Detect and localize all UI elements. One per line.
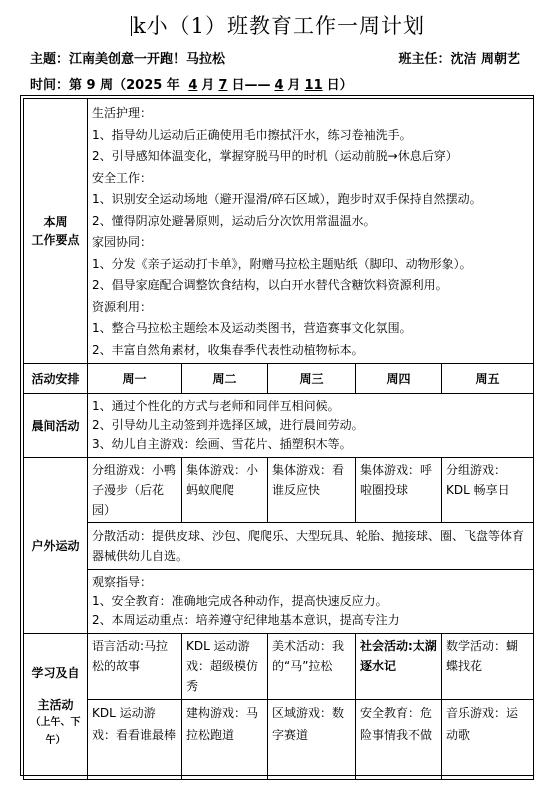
morning-label: 晨间活动 — [24, 394, 88, 458]
schedule-label: 活动安排 — [24, 364, 88, 394]
study-wed-1: 美术活动：我的“马”拉松 — [268, 634, 356, 700]
theme-row — [30, 48, 530, 67]
study-fri-2: 音乐游戏：运动歌 — [442, 700, 534, 780]
time-month-1: 月 — [201, 78, 215, 93]
study-label — [24, 634, 88, 780]
text-cursor — [131, 16, 132, 36]
key-point-line: 1、识别安全运动场地（避开湿滑/碎石区域），跑步时双手保持自然摆动。 — [92, 192, 482, 206]
key-point-line: 资源利用： — [92, 299, 153, 314]
teacher-label: 班主任：沈洁 周朝艺 — [398, 52, 520, 67]
key-points-label-line1: 本周 — [43, 215, 68, 229]
study-row-1 — [24, 634, 534, 700]
key-points-row — [24, 99, 534, 364]
study-label-sub: （上午、下午） — [30, 716, 81, 746]
day-header-wed: 周三 — [268, 364, 356, 394]
day-header-fri: 周五 — [442, 364, 534, 394]
time-row — [30, 74, 530, 93]
key-points-label-line2: 工作要点 — [31, 233, 80, 247]
morning-line: 2、引导幼儿主动签到并选择区域，进行晨间劳动。 — [92, 418, 364, 432]
key-point-line: 2、引导感知体温变化，掌握穿脱马甲的时机（运动前脱→休息后穿） — [92, 149, 458, 163]
outdoor-game-tue: 集体游戏：小蚂蚁爬爬 — [182, 458, 268, 523]
morning-line: 3、幼儿自主游戏：绘画、雪花片、插塑积木等。 — [92, 437, 352, 451]
study-fri-1: 数学活动：蝴蝶找花 — [442, 634, 534, 700]
key-point-line: 1、指导幼儿运动后正确使用毛巾擦拭汗水，练习卷袖洗手。 — [92, 127, 412, 142]
guidance-line: 2、本周运动重点：培养遵守纪律地基本意识，提高专注力 — [92, 613, 400, 627]
key-point-line: 安全工作： — [92, 170, 153, 185]
title-text: 小（1）班教育工作一周计划 — [146, 14, 426, 38]
key-point-line: 家园协同： — [92, 235, 153, 249]
theme-label: 主题：江南美创意一开跑！马拉松 — [30, 52, 226, 67]
key-point-line: 2、倡导家庭配合调整饮食结构，以白开水替代含糖饮料资源利用。 — [92, 278, 448, 292]
outdoor-scattered-row — [24, 523, 534, 570]
day-header-tue: 周二 — [182, 364, 268, 394]
morning-line: 1、通过个性化的方式与老师和同伴互相问候。 — [92, 399, 340, 413]
key-points-content — [88, 99, 534, 364]
end-day: 11 — [304, 78, 323, 93]
outdoor-game-wed: 集体游戏：看谁反应快 — [268, 458, 356, 523]
outdoor-scattered: 分散活动：提供皮球、沙包、爬爬乐、大型玩具、轮胎、抛接球、圈、飞盘等体育器械供幼儿自选。 — [88, 523, 534, 570]
start-month: 4 — [188, 78, 198, 93]
end-month: 4 — [274, 78, 284, 93]
day-header-mon: 周一 — [88, 364, 182, 394]
weekly-plan-table — [23, 98, 534, 780]
time-month-2: 月 — [287, 78, 301, 93]
start-day: 7 — [218, 78, 228, 93]
time-prefix: 时间：第 9 周（2025 年 — [30, 78, 180, 93]
outdoor-label: 户外运动 — [24, 458, 88, 634]
page-title — [0, 10, 556, 40]
study-tue-1: KDL 运动游戏：超级模仿秀 — [182, 634, 268, 700]
morning-content — [88, 394, 534, 458]
outdoor-guidance — [88, 570, 534, 634]
study-mon-1: 语言活动:马拉松的故事 — [88, 634, 182, 700]
morning-row — [24, 394, 534, 458]
study-label-line2: 主活动 — [37, 697, 74, 712]
study-label-line1: 学习及自 — [31, 665, 80, 680]
outdoor-guidance-row — [24, 570, 534, 634]
key-point-line: 2、懂得阴凉处避暑原则，运动后分次饮用常温温水。 — [92, 213, 376, 228]
guidance-line: 1、安全教育：准确地完成各种动作，提高快速反应力。 — [92, 594, 388, 608]
key-point-line: 2、丰富自然角素材，收集春季代表性动植物标本。 — [92, 342, 364, 357]
day-header-thu: 周四 — [356, 364, 442, 394]
key-point-line: 1、整合马拉松主题绘本及运动类图书，营造赛事文化氛围。 — [92, 321, 412, 335]
study-tue-2: 建构游戏：马拉松跑道 — [182, 700, 268, 780]
outdoor-game-thu: 集体游戏：呼啦圈投球 — [356, 458, 442, 523]
study-wed-2: 区域游戏：数字赛道 — [268, 700, 356, 780]
outdoor-games-row — [24, 458, 534, 523]
study-mon-2: KDL 运动游戏：看看谁最棒 — [88, 700, 182, 780]
key-points-label — [24, 99, 88, 364]
time-sep: 日—— — [231, 78, 271, 93]
outdoor-game-fri: 分组游戏：KDL 畅享日 — [442, 458, 534, 523]
study-row-2 — [24, 700, 534, 780]
study-thu-1: 社会活动:太湖逐水记 — [356, 634, 442, 700]
guidance-line: 观察指导： — [92, 575, 153, 589]
time-suffix: 日） — [326, 78, 353, 93]
outdoor-game-mon: 分组游戏：小鸭子漫步（后花园） — [88, 458, 182, 523]
key-point-line: 1、分发《亲子运动打卡单》，附赠马拉松主题贴纸（脚印、动物形象）。 — [92, 256, 472, 271]
study-thu-2: 安全教育：危险事情我不做 — [356, 700, 442, 780]
key-point-line: 生活护理： — [92, 106, 153, 120]
title-prefix: k — [132, 14, 147, 38]
schedule-header-row — [24, 364, 534, 394]
